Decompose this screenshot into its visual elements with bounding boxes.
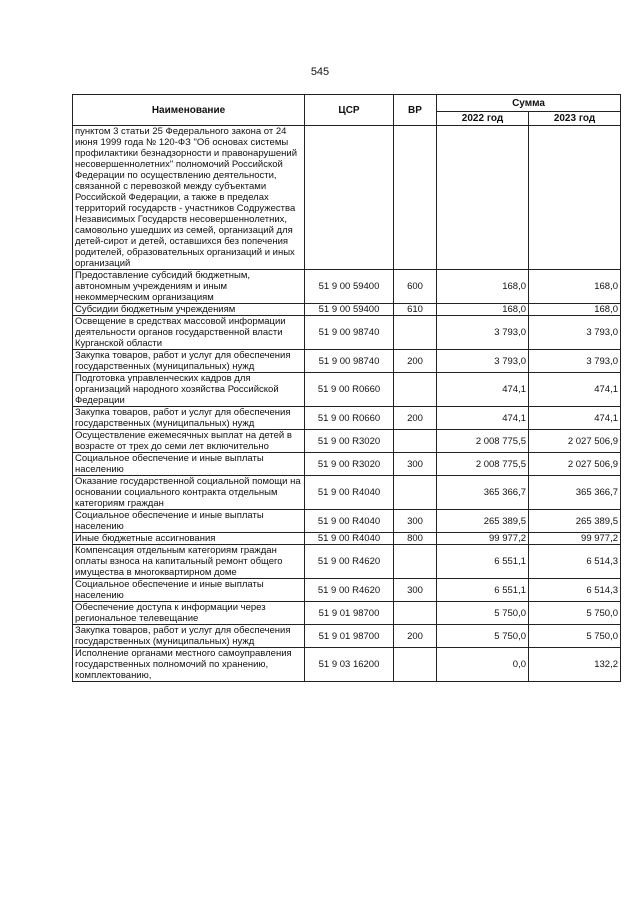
cell-vr: 300 <box>394 510 437 533</box>
cell-name: Обеспечение доступа к информации через региональное телевещание <box>73 602 305 625</box>
cell-vr: 300 <box>394 453 437 476</box>
table-row <box>73 648 621 682</box>
cell-vr: 600 <box>394 270 437 304</box>
cell-name: Предоставление субсидий бюджетным, автономным учреждениям и иным некоммерческим организациям <box>73 270 305 304</box>
table-row <box>73 453 621 476</box>
cell-vr: 200 <box>394 350 437 373</box>
cell-name: Иные бюджетные ассигнования <box>73 533 305 545</box>
cell-y2: 6 514,3 <box>529 545 621 579</box>
cell-name: Компенсация отдельным категориям граждан оплаты взноса на капитальный ремонт общего имущества в многоквартирном доме <box>73 545 305 579</box>
cell-y2: 265 389,5 <box>529 510 621 533</box>
cell-vr: 200 <box>394 407 437 430</box>
cell-y2: 2 027 506,9 <box>529 430 621 453</box>
cell-name: Социальное обеспечение и иные выплаты населению <box>73 453 305 476</box>
cell-y2: 474,1 <box>529 373 621 407</box>
cell-y2: 6 514,3 <box>529 579 621 602</box>
cell-y1: 474,1 <box>437 373 529 407</box>
cell-name: Социальное обеспечение и иные выплаты населению <box>73 579 305 602</box>
cell-vr: 300 <box>394 579 437 602</box>
cell-csr: 51 9 00 R4040 <box>305 533 394 545</box>
cell-y1: 265 389,5 <box>437 510 529 533</box>
cell-y2: 99 977,2 <box>529 533 621 545</box>
cell-csr: 51 9 00 R4040 <box>305 510 394 533</box>
cell-csr: 51 9 01 98700 <box>305 625 394 648</box>
cell-csr: 51 9 00 59400 <box>305 304 394 316</box>
cell-y2: 2 027 506,9 <box>529 453 621 476</box>
cell-y2: 3 793,0 <box>529 316 621 350</box>
cell-name: Оказание государственной социальной помощи на основании социального контракта отдельным категориям граждан <box>73 476 305 510</box>
cell-name: Осуществление ежемесячных выплат на детей в возрасте от трех до семи лет включительно <box>73 430 305 453</box>
cell-vr <box>394 602 437 625</box>
cell-y2: 5 750,0 <box>529 602 621 625</box>
cell-y1: 168,0 <box>437 270 529 304</box>
cell-y2: 168,0 <box>529 304 621 316</box>
cell-y1: 2 008 775,5 <box>437 453 529 476</box>
table-row <box>73 270 621 304</box>
cell-vr: 800 <box>394 533 437 545</box>
cell-y1: 474,1 <box>437 407 529 430</box>
table-row <box>73 304 621 316</box>
cell-vr <box>394 648 437 682</box>
cell-y1: 6 551,1 <box>437 545 529 579</box>
header-year-2022: 2022 год <box>437 112 529 126</box>
header-vr: ВР <box>394 95 437 126</box>
table-row <box>73 476 621 510</box>
cell-vr: 610 <box>394 304 437 316</box>
cell-vr <box>394 476 437 510</box>
header-year-2023: 2023 год <box>529 112 621 126</box>
cell-y1 <box>437 126 529 270</box>
table-row <box>73 316 621 350</box>
cell-vr <box>394 316 437 350</box>
cell-y1: 168,0 <box>437 304 529 316</box>
table-row <box>73 510 621 533</box>
cell-y1: 99 977,2 <box>437 533 529 545</box>
cell-name: Социальное обеспечение и иные выплаты населению <box>73 510 305 533</box>
cell-csr: 51 9 00 R4040 <box>305 476 394 510</box>
table-row <box>73 545 621 579</box>
cell-vr: 200 <box>394 625 437 648</box>
table-row <box>73 373 621 407</box>
cell-y2: 132,2 <box>529 648 621 682</box>
table-row <box>73 533 621 545</box>
header-csr: ЦСР <box>305 95 394 126</box>
cell-csr: 51 9 00 98740 <box>305 350 394 373</box>
cell-csr: 51 9 00 R0660 <box>305 373 394 407</box>
table-row <box>73 625 621 648</box>
cell-y2: 168,0 <box>529 270 621 304</box>
cell-csr: 51 9 00 R3020 <box>305 453 394 476</box>
cell-csr: 51 9 00 R0660 <box>305 407 394 430</box>
cell-csr: 51 9 00 R4620 <box>305 545 394 579</box>
table-row <box>73 430 621 453</box>
cell-csr: 51 9 00 R4620 <box>305 579 394 602</box>
cell-y1: 5 750,0 <box>437 625 529 648</box>
cell-y1: 5 750,0 <box>437 602 529 625</box>
cell-csr: 51 9 00 59400 <box>305 270 394 304</box>
table-row <box>73 126 621 270</box>
cell-y1: 0,0 <box>437 648 529 682</box>
cell-name: Подготовка управленческих кадров для организаций народного хозяйства Российской Федерации <box>73 373 305 407</box>
cell-csr <box>305 126 394 270</box>
page-number: 545 <box>310 66 330 78</box>
table-row <box>73 602 621 625</box>
cell-y2: 3 793,0 <box>529 350 621 373</box>
cell-name: Субсидии бюджетным учреждениям <box>73 304 305 316</box>
cell-csr: 51 9 01 98700 <box>305 602 394 625</box>
cell-y1: 3 793,0 <box>437 350 529 373</box>
table-row <box>73 350 621 373</box>
cell-vr <box>394 126 437 270</box>
cell-csr: 51 9 03 16200 <box>305 648 394 682</box>
cell-csr: 51 9 00 R3020 <box>305 430 394 453</box>
cell-vr <box>394 373 437 407</box>
cell-y2 <box>529 126 621 270</box>
cell-y1: 365 366,7 <box>437 476 529 510</box>
cell-name: пунктом 3 статьи 25 Федерального закона от 24 июня 1999 года № 120-ФЗ "Об основах системы профилактики безнадзорности и правонарушений несовершеннолетних" полномочий Российской Федерации по осуществлению деятельности, связанной с перевозкой между субъектами Российской Федерации, а также в пределах территорий государств - участников Содружества Независимых Государств несовершеннолетних, самовольно ушедших из семей, организаций для детей-сирот и детей, оставшихся без попечения родителей, образовательных организаций и иных организаций <box>73 126 305 270</box>
cell-y2: 474,1 <box>529 407 621 430</box>
cell-y2: 5 750,0 <box>529 625 621 648</box>
cell-y1: 2 008 775,5 <box>437 430 529 453</box>
cell-name: Закупка товаров, работ и услуг для обеспечения государственных (муниципальных) нужд <box>73 407 305 430</box>
cell-name: Закупка товаров, работ и услуг для обеспечения государственных (муниципальных) нужд <box>73 625 305 648</box>
header-name: Наименование <box>73 95 305 126</box>
cell-vr <box>394 545 437 579</box>
table-row <box>73 407 621 430</box>
header-sum: Сумма <box>437 95 621 112</box>
cell-csr: 51 9 00 98740 <box>305 316 394 350</box>
cell-y1: 3 793,0 <box>437 316 529 350</box>
cell-name: Освещение в средствах массовой информации деятельности органов государственной власти Курганской области <box>73 316 305 350</box>
cell-y2: 365 366,7 <box>529 476 621 510</box>
cell-name: Исполнение органами местного самоуправления государственных полномочий по хранению, комплектованию, <box>73 648 305 682</box>
cell-vr <box>394 430 437 453</box>
budget-table <box>72 94 621 682</box>
table-row <box>73 579 621 602</box>
cell-y1: 6 551,1 <box>437 579 529 602</box>
cell-name: Закупка товаров, работ и услуг для обеспечения государственных (муниципальных) нужд <box>73 350 305 373</box>
